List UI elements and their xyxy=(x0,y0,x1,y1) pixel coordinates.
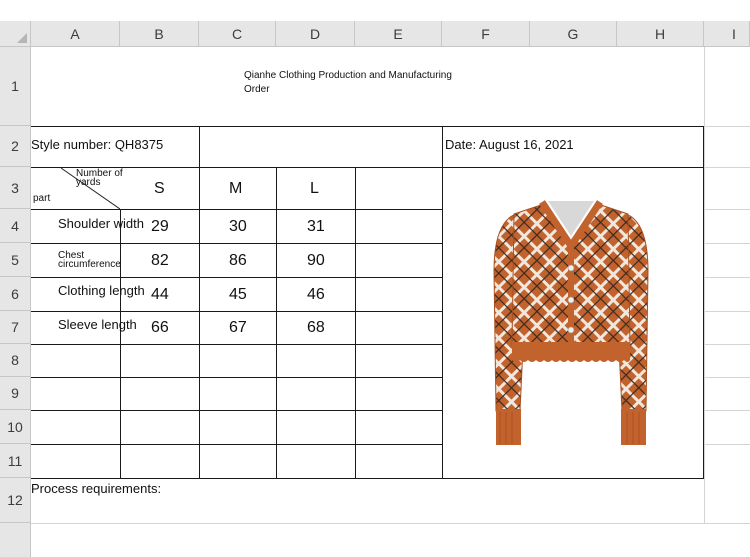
table-border xyxy=(31,344,442,345)
table-border xyxy=(31,126,704,127)
table-border xyxy=(355,167,356,478)
sweater-product-image xyxy=(486,196,656,452)
row-header-12[interactable]: 12 xyxy=(0,478,31,523)
gridline xyxy=(704,444,750,445)
table-border xyxy=(31,377,442,378)
gridline xyxy=(704,277,750,278)
measure-value[interactable]: 45 xyxy=(229,286,247,303)
measure-value[interactable]: 31 xyxy=(307,218,325,235)
measure-value[interactable]: 46 xyxy=(307,286,325,303)
measure-label[interactable]: Clothing length xyxy=(58,283,145,298)
size-header-l[interactable]: L xyxy=(310,180,319,197)
gridline xyxy=(704,47,705,523)
measure-value[interactable]: 30 xyxy=(229,218,247,235)
measure-value[interactable]: 67 xyxy=(229,319,247,336)
gridline xyxy=(704,410,750,411)
row-header-8[interactable]: 8 xyxy=(0,344,31,377)
measure-value[interactable]: 66 xyxy=(151,319,169,336)
table-border xyxy=(276,167,277,478)
diagonal-header-bottom[interactable]: part xyxy=(33,193,51,204)
gridline xyxy=(704,344,750,345)
table-border xyxy=(703,126,704,478)
row-header-3[interactable]: 3 xyxy=(0,167,31,209)
measure-value[interactable]: 44 xyxy=(151,286,169,303)
size-header-s[interactable]: S xyxy=(154,180,165,197)
row-header-5[interactable]: 5 xyxy=(0,243,31,277)
column-header-g[interactable]: G xyxy=(530,21,617,47)
measure-label[interactable]: Chest circumference xyxy=(58,250,121,270)
table-border xyxy=(120,209,121,478)
column-header-e[interactable]: E xyxy=(355,21,442,47)
row-header-1[interactable]: 1 xyxy=(0,47,31,126)
process-requirements[interactable]: Process requirements: xyxy=(31,481,162,496)
measure-value[interactable]: 86 xyxy=(229,252,247,269)
row-header-2[interactable]: 2 xyxy=(0,126,31,167)
table-border xyxy=(31,167,704,168)
measure-label[interactable]: Sleeve length xyxy=(58,317,137,332)
row-header-13[interactable] xyxy=(0,523,31,557)
order-date[interactable]: Date: August 16, 2021 xyxy=(445,137,574,152)
gridline xyxy=(704,377,750,378)
column-header-b[interactable]: B xyxy=(120,21,199,47)
gridline xyxy=(704,167,750,168)
table-border xyxy=(31,444,442,445)
gridline xyxy=(31,523,750,524)
column-header-c[interactable]: C xyxy=(199,21,276,47)
measure-value[interactable]: 29 xyxy=(151,218,169,235)
order-title-line2[interactable]: Order xyxy=(244,84,270,95)
gridline xyxy=(704,126,750,127)
row-header-7[interactable]: 7 xyxy=(0,311,31,344)
measure-value[interactable]: 68 xyxy=(307,319,325,336)
table-border xyxy=(31,209,442,210)
row-header-9[interactable]: 9 xyxy=(0,377,31,410)
measure-label[interactable]: Shoulder width xyxy=(58,216,144,231)
measure-value[interactable]: 90 xyxy=(307,252,325,269)
column-header-i[interactable]: I xyxy=(704,21,750,47)
table-border xyxy=(31,243,442,244)
gridline xyxy=(704,209,750,210)
table-border xyxy=(442,126,443,478)
column-header-f[interactable]: F xyxy=(442,21,530,47)
gridline xyxy=(704,243,750,244)
table-border xyxy=(31,311,442,312)
order-title-line1[interactable]: Qianhe Clothing Production and Manufacturing xyxy=(244,70,452,81)
column-header-d[interactable]: D xyxy=(276,21,355,47)
select-all-icon xyxy=(17,33,27,43)
diagonal-header-top[interactable]: Number of yards xyxy=(76,168,123,188)
row-header-4[interactable]: 4 xyxy=(0,209,31,243)
measure-value[interactable]: 82 xyxy=(151,252,169,269)
table-border xyxy=(31,410,442,411)
column-header-h[interactable]: H xyxy=(617,21,704,47)
table-border xyxy=(199,126,200,478)
select-all-corner[interactable] xyxy=(0,21,31,47)
size-header-m[interactable]: M xyxy=(229,180,243,197)
row-header-10[interactable]: 10 xyxy=(0,410,31,444)
gridline xyxy=(704,311,750,312)
row-header-11[interactable]: 11 xyxy=(0,444,31,478)
column-header-a[interactable]: A xyxy=(31,21,120,47)
row-header-6[interactable]: 6 xyxy=(0,277,31,311)
table-border xyxy=(31,277,442,278)
style-number[interactable]: Style number: QH8375 xyxy=(31,137,164,152)
table-border xyxy=(31,478,704,479)
